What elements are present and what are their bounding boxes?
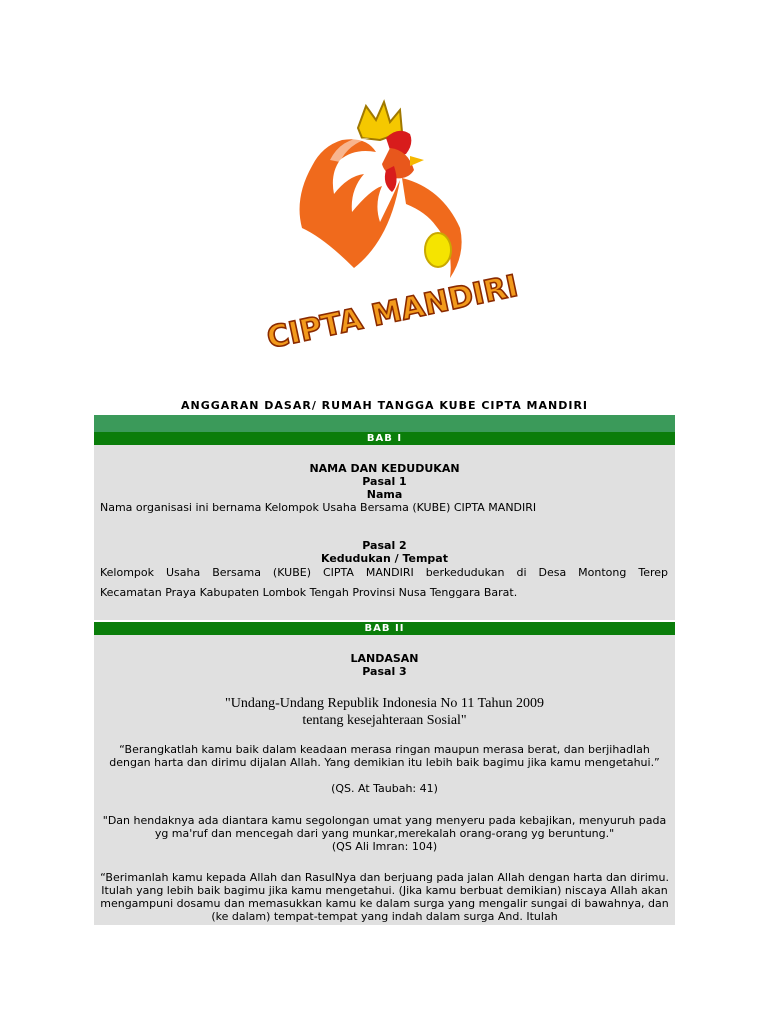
document-title: ANGGARAN DASAR/ RUMAH TANGGA KUBE CIPTA MANDIRI	[180, 399, 589, 412]
quote-2: "Dan hendaknya ada diantara kamu segolongan umat yang menyeru pada kebajikan, menyuruh pada yg ma'ruf dan mencegah dari yang munkar,merekalah orang-orang yg beruntung."	[102, 814, 667, 840]
header-band	[94, 415, 675, 432]
quote-1: “Berangkatlah kamu baik dalam keadaan merasa ringan maupun merasa berat, dan berjihadlah dengan harta dan dirimu dijalan Allah. Yang demikian itu lebih baik bagimu jika kamu mengetahui.”	[109, 743, 660, 769]
bab2-header: BAB II	[94, 622, 675, 635]
pasal1-subtitle: Nama	[366, 488, 403, 501]
pasal2-subtitle: Kedudukan / Tempat	[321, 552, 448, 565]
pasal1-title: Pasal 1	[362, 475, 407, 488]
quote-3: “Berimanlah kamu kepada Allah dan RasulNya dan berjuang pada jalan Allah dengan harta dan dirimu. Itulah yang lebih baik bagimu jika kamu mengetahui. (Jika kamu berbuat demikian) niscaya Allah akan mengampuni dosamu dan memasukkan kamu ke dalam surga yang mengalir sungai di bawahnya, dan (ke dalam) tempat-tempat yang indah dalam surga And. Itulah	[100, 871, 669, 923]
pasal2-title: Pasal 2	[362, 539, 407, 552]
quote-1-source: (QS. At Taubah: 41)	[331, 782, 438, 795]
pasal3-title: Pasal 3	[362, 665, 407, 678]
pasal1-text: Nama organisasi ini bernama Kelompok Usaha Bersama (KUBE) CIPTA MANDIRI	[100, 501, 537, 514]
egg-icon	[425, 233, 451, 267]
pasal2-text-line2: Kecamatan Praya Kabupaten Lombok Tengah Provinsi Nusa Tenggara Barat.	[100, 586, 518, 599]
quote-2-source: (QS Ali Imran: 104)	[331, 840, 438, 853]
pasal2-text-line1: Kelompok Usaha Bersama (KUBE) CIPTA MANDIRI berkedudukan di Desa Montong Terep	[100, 566, 668, 579]
cipta-mandiri-logo	[263, 100, 522, 357]
logo-text: CIPTA MANDIRI	[263, 268, 522, 357]
bab1-heading: NAMA DAN KEDUDUKAN	[309, 462, 460, 475]
bab2-heading: LANDASAN	[350, 652, 419, 665]
law-reference-line2: tentang kesejahteraan Sosial"	[302, 713, 467, 728]
law-reference-line1: "Undang-Undang Republik Indonesia No 11 Tahun 2009	[225, 696, 544, 711]
bab1-header: BAB I	[94, 432, 675, 445]
